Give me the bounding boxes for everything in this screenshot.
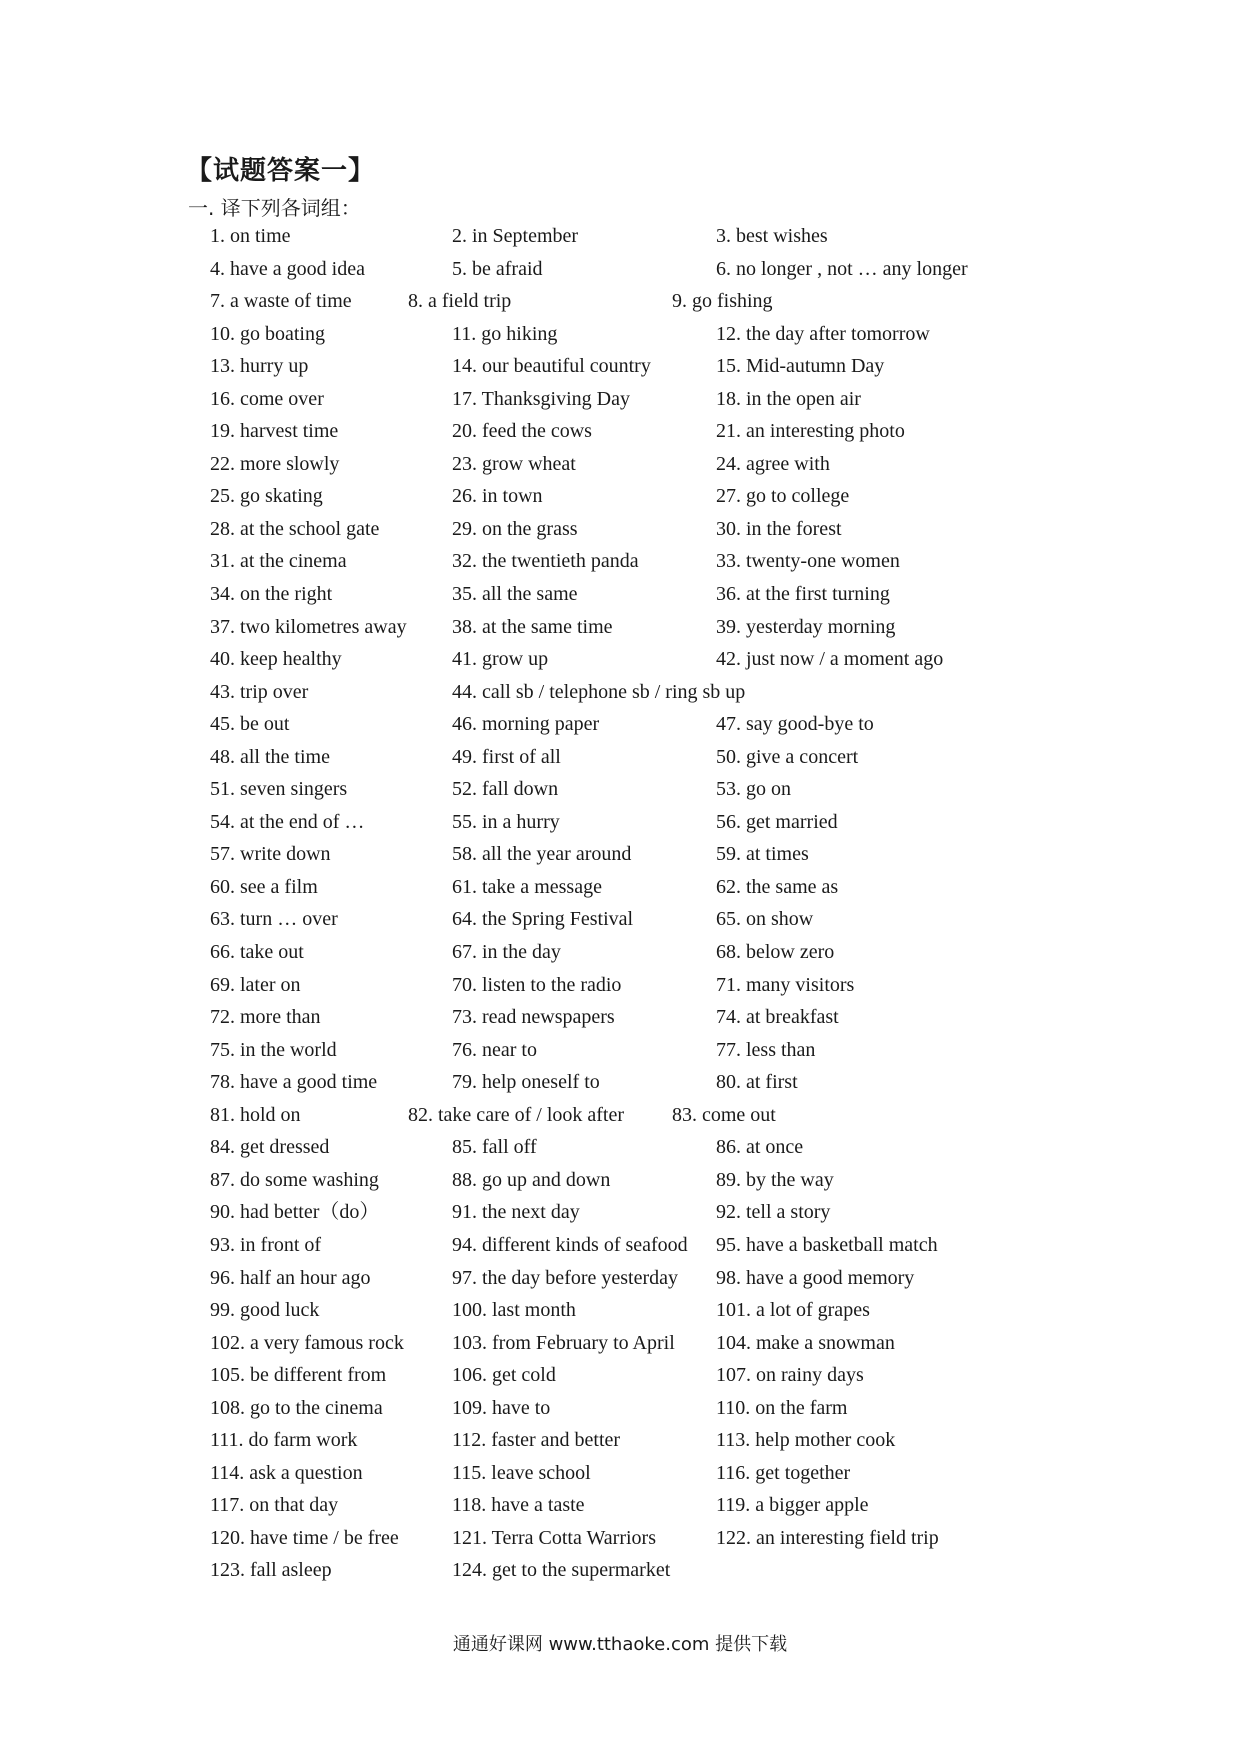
phrase-item: 9. go fishing bbox=[672, 290, 773, 313]
phrase-item: 94. different kinds of seafood bbox=[452, 1233, 688, 1256]
phrase-item: 105. be different from bbox=[210, 1364, 387, 1387]
phrase-item: 67. in the day bbox=[452, 941, 561, 964]
phrase-item: 84. get dressed bbox=[210, 1136, 330, 1159]
phrase-item: 119. a bigger apple bbox=[716, 1494, 869, 1517]
phrase-item: 116. get together bbox=[716, 1461, 851, 1484]
phrase-row bbox=[0, 387, 1240, 420]
phrase-row bbox=[0, 1428, 1240, 1461]
phrase-item: 70. listen to the radio bbox=[452, 973, 622, 996]
phrase-row bbox=[0, 842, 1240, 875]
phrase-item: 30. in the forest bbox=[716, 517, 842, 540]
phrase-row bbox=[0, 1526, 1240, 1559]
phrase-item: 53. go on bbox=[716, 778, 791, 801]
phrase-row bbox=[0, 875, 1240, 908]
phrase-row bbox=[0, 322, 1240, 355]
phrase-item: 73. read newspapers bbox=[452, 1006, 615, 1029]
phrase-item: 101. a lot of grapes bbox=[716, 1299, 870, 1322]
phrase-item: 89. by the way bbox=[716, 1168, 834, 1191]
phrase-item: 16. come over bbox=[210, 387, 324, 410]
phrase-item: 81. hold on bbox=[210, 1103, 301, 1126]
phrase-row bbox=[0, 1200, 1240, 1233]
phrase-row bbox=[0, 810, 1240, 843]
phrase-item: 47. say good-bye to bbox=[716, 713, 874, 736]
phrase-item: 112. faster and better bbox=[452, 1429, 621, 1452]
phrase-item: 23. grow wheat bbox=[452, 452, 576, 475]
phrase-row bbox=[0, 354, 1240, 387]
phrase-item: 97. the day before yesterday bbox=[452, 1266, 679, 1289]
phrase-item: 3. best wishes bbox=[716, 225, 828, 247]
phrase-item: 115. leave school bbox=[452, 1461, 591, 1484]
phrase-item: 86. at once bbox=[716, 1136, 804, 1159]
phrase-row bbox=[0, 1396, 1240, 1429]
phrase-item: 107. on rainy days bbox=[716, 1364, 864, 1387]
phrase-item: 88. go up and down bbox=[452, 1168, 611, 1191]
phrase-item: 96. half an hour ago bbox=[210, 1266, 371, 1289]
phrase-row bbox=[0, 1558, 1240, 1591]
footer-text: 通通好课网 www.tthaoke.com 提供下载 bbox=[452, 1634, 788, 1655]
phrase-row bbox=[0, 1298, 1240, 1331]
phrase-row bbox=[0, 680, 1240, 713]
phrase-item: 93. in front of bbox=[210, 1233, 322, 1256]
phrase-row bbox=[0, 549, 1240, 582]
phrase-item: 28. at the school gate bbox=[210, 517, 380, 540]
phrase-item: 113. help mother cook bbox=[716, 1429, 896, 1452]
phrase-item: 17. Thanksgiving Day bbox=[452, 387, 630, 410]
phrase-item: 42. just now / a moment ago bbox=[716, 648, 944, 671]
phrase-item: 77. less than bbox=[716, 1038, 816, 1061]
phrase-item: 82. take care of / look after bbox=[408, 1103, 625, 1126]
phrase-row bbox=[0, 907, 1240, 940]
phrase-item: 31. at the cinema bbox=[210, 550, 347, 573]
phrase-item: 27. go to college bbox=[716, 485, 850, 508]
phrase-item: 66. take out bbox=[210, 941, 304, 964]
phrase-item: 44. call sb / telephone sb / ring sb up bbox=[452, 680, 746, 703]
phrase-item: 14. our beautiful country bbox=[452, 355, 651, 378]
phrase-row bbox=[0, 1493, 1240, 1526]
phrase-row bbox=[0, 1331, 1240, 1364]
phrase-item: 106. get cold bbox=[452, 1364, 556, 1387]
phrase-row bbox=[0, 1038, 1240, 1071]
phrase-item: 68. below zero bbox=[716, 941, 835, 964]
phrase-item: 80. at first bbox=[716, 1071, 798, 1094]
phrase-item: 98. have a good memory bbox=[716, 1266, 915, 1289]
phrase-item: 100. last month bbox=[452, 1299, 576, 1322]
phrase-item: 32. the twentieth panda bbox=[452, 550, 639, 573]
phrase-item: 12. the day after tomorrow bbox=[716, 322, 930, 345]
phrase-item: 33. twenty-one women bbox=[716, 550, 900, 573]
phrase-item: 51. seven singers bbox=[210, 778, 348, 801]
phrase-item: 83. come out bbox=[672, 1103, 776, 1126]
phrase-row bbox=[0, 1461, 1240, 1494]
phrase-row bbox=[0, 517, 1240, 550]
phrase-item: 64. the Spring Festival bbox=[452, 908, 634, 931]
phrase-item: 90. had better（do） bbox=[210, 1201, 380, 1224]
phrase-item: 99. good luck bbox=[210, 1299, 320, 1322]
phrase-row bbox=[0, 419, 1240, 452]
phrase-item: 21. an interesting photo bbox=[716, 420, 905, 443]
phrase-item: 56. get married bbox=[716, 810, 838, 833]
phrase-item: 45. be out bbox=[210, 713, 290, 736]
phrase-item: 19. harvest time bbox=[210, 420, 339, 443]
phrase-item: 111. do farm work bbox=[210, 1429, 358, 1452]
phrase-row bbox=[0, 940, 1240, 973]
phrase-item: 22. more slowly bbox=[210, 452, 340, 475]
phrase-item: 104. make a snowman bbox=[716, 1331, 895, 1354]
phrase-row bbox=[0, 1363, 1240, 1396]
phrase-row bbox=[0, 615, 1240, 648]
phrase-item: 46. morning paper bbox=[452, 713, 600, 736]
phrase-item: 118. have a taste bbox=[452, 1494, 585, 1517]
phrase-row bbox=[0, 257, 1240, 290]
phrase-item: 34. on the right bbox=[210, 583, 333, 606]
phrase-item: 26. in town bbox=[452, 485, 543, 508]
phrase-row bbox=[0, 1005, 1240, 1038]
phrase-list bbox=[0, 224, 1240, 1591]
phrase-item: 114. ask a question bbox=[210, 1461, 363, 1484]
phrase-row bbox=[0, 582, 1240, 615]
phrase-row bbox=[0, 1266, 1240, 1299]
phrase-item: 18. in the open air bbox=[716, 387, 861, 410]
phrase-row bbox=[0, 712, 1240, 745]
phrase-item: 5. be afraid bbox=[452, 257, 543, 280]
phrase-item: 72. more than bbox=[210, 1006, 321, 1029]
phrase-item: 91. the next day bbox=[452, 1201, 580, 1224]
phrase-item: 41. grow up bbox=[452, 648, 549, 671]
phrase-item: 40. keep healthy bbox=[210, 648, 342, 671]
phrase-item: 37. two kilometres away bbox=[210, 615, 407, 638]
phrase-item: 1. on time bbox=[210, 225, 291, 247]
phrase-item: 92. tell a story bbox=[716, 1201, 831, 1224]
phrase-row bbox=[0, 452, 1240, 485]
phrase-row bbox=[0, 289, 1240, 322]
phrase-item: 85. fall off bbox=[452, 1136, 537, 1159]
phrase-row bbox=[0, 1070, 1240, 1103]
phrase-item: 11. go hiking bbox=[452, 322, 558, 345]
phrase-item: 63. turn … over bbox=[210, 908, 338, 931]
phrase-item: 120. have time / be free bbox=[210, 1526, 399, 1549]
phrase-row bbox=[0, 647, 1240, 680]
phrase-item: 55. in a hurry bbox=[452, 810, 560, 833]
phrase-item: 8. a field trip bbox=[408, 290, 512, 313]
phrase-item: 74. at breakfast bbox=[716, 1006, 839, 1029]
phrase-item: 61. take a message bbox=[452, 875, 602, 898]
phrase-item: 122. an interesting field trip bbox=[716, 1526, 939, 1549]
phrase-item: 36. at the first turning bbox=[716, 583, 890, 606]
phrase-item: 35. all the same bbox=[452, 583, 578, 606]
phrase-item: 60. see a film bbox=[210, 875, 318, 898]
phrase-item: 2. in September bbox=[452, 225, 579, 247]
phrase-item: 62. the same as bbox=[716, 875, 839, 898]
phrase-item: 58. all the year around bbox=[452, 843, 632, 866]
phrase-item: 75. in the world bbox=[210, 1038, 337, 1061]
phrase-row bbox=[0, 745, 1240, 778]
phrase-item: 79. help oneself to bbox=[452, 1071, 600, 1094]
phrase-item: 29. on the grass bbox=[452, 517, 578, 540]
phrase-item: 57. write down bbox=[210, 843, 331, 866]
phrase-item: 95. have a basketball match bbox=[716, 1233, 938, 1256]
phrase-item: 78. have a good time bbox=[210, 1071, 378, 1094]
phrase-item: 117. on that day bbox=[210, 1494, 339, 1517]
phrase-item: 121. Terra Cotta Warriors bbox=[452, 1526, 656, 1549]
phrase-item: 65. on show bbox=[716, 908, 814, 931]
phrase-item: 102. a very famous rock bbox=[210, 1331, 404, 1354]
phrase-item: 38. at the same time bbox=[452, 615, 613, 638]
phrase-item: 13. hurry up bbox=[210, 355, 309, 378]
phrase-item: 52. fall down bbox=[452, 778, 559, 801]
phrase-item: 10. go boating bbox=[210, 322, 325, 345]
phrase-row bbox=[0, 1135, 1240, 1168]
phrase-item: 39. yesterday morning bbox=[716, 615, 896, 638]
phrase-item: 54. at the end of … bbox=[210, 810, 365, 833]
section-heading: 一. 译下列各词组： bbox=[188, 196, 361, 220]
phrase-item: 6. no longer , not … any longer bbox=[716, 257, 968, 280]
phrase-item: 4. have a good idea bbox=[210, 257, 365, 280]
phrase-item: 87. do some washing bbox=[210, 1168, 379, 1191]
phrase-item: 49. first of all bbox=[452, 745, 561, 768]
phrase-item: 48. all the time bbox=[210, 745, 330, 768]
phrase-row bbox=[0, 1233, 1240, 1266]
phrase-item: 76. near to bbox=[452, 1038, 537, 1061]
phrase-item: 103. from February to April bbox=[452, 1331, 675, 1354]
phrase-item: 7. a waste of time bbox=[210, 290, 352, 313]
phrase-item: 15. Mid-autumn Day bbox=[716, 355, 885, 378]
phrase-item: 110. on the farm bbox=[716, 1396, 848, 1419]
phrase-row bbox=[0, 777, 1240, 810]
phrase-item: 108. go to the cinema bbox=[210, 1396, 383, 1419]
phrase-item: 20. feed the cows bbox=[452, 420, 592, 443]
phrase-row bbox=[0, 484, 1240, 517]
phrase-item: 124. get to the supermarket bbox=[452, 1559, 671, 1582]
page-title: 【试题答案一】 bbox=[186, 156, 376, 186]
phrase-item: 109. have to bbox=[452, 1396, 551, 1419]
phrase-row bbox=[0, 224, 1240, 257]
phrase-row bbox=[0, 973, 1240, 1006]
phrase-item: 43. trip over bbox=[210, 680, 309, 703]
phrase-item: 25. go skating bbox=[210, 485, 323, 508]
phrase-item: 123. fall asleep bbox=[210, 1559, 332, 1582]
phrase-item: 50. give a concert bbox=[716, 745, 859, 768]
phrase-item: 69. later on bbox=[210, 973, 301, 996]
phrase-item: 24. agree with bbox=[716, 452, 830, 475]
phrase-item: 59. at times bbox=[716, 843, 809, 866]
phrase-item: 71. many visitors bbox=[716, 973, 855, 996]
phrase-row bbox=[0, 1103, 1240, 1136]
phrase-row bbox=[0, 1168, 1240, 1201]
